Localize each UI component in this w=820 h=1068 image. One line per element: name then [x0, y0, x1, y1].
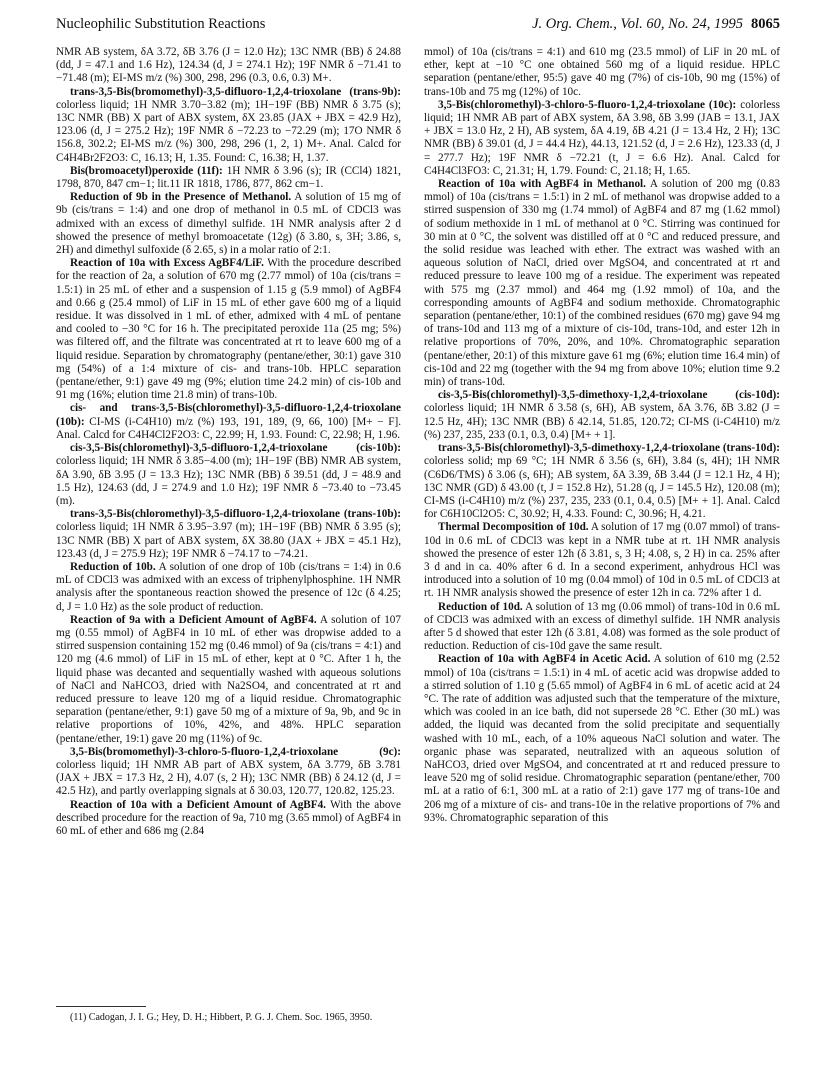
paragraph-heading: Reaction of 9a with a Deficient Amount of AgBF4.: [70, 613, 317, 626]
paragraph-heading: Reduction of 10d.: [438, 600, 523, 613]
paragraph-text: colorless liquid; 1H NMR AB part of ABX system, δA 3.779, δB 3.781 (JAX + JBX = 17.3 Hz, 2 H), 4.07 (s, 2 H); 13C NMR (BB) δ 24.12 (d, J = 42.5 Hz), and partly overlapping signals at δ 30.03, 120.77, 120.82, 125.23.: [56, 758, 401, 798]
paragraph-text: NMR AB system, δA 3.72, δB 3.76 (J = 12.0 Hz); 13C NMR (BB) δ 24.88 (dd, J = 47.1 and 1.6 Hz), 124.34 (d, J = 274.1 Hz); 19F NMR δ −71.41 to −71.48 (m); EI-MS m/z (%) 300, 298, 296 (0.3, 0.6, 0.3) M+.: [56, 46, 401, 85]
paragraph-text: A solution of 610 mg (2.52 mmol) of 10a (cis/trans = 1.5:1) in 4 mL of acetic acid was dropwise added to a stirred solution of 1.10 g (5.65 mmol) of AgBF4 in 6 mL of acetic acid at 24 °C. The rate of addition was adjusted such that the temperature of the mixture, which was cooled in an ice bath, did not supersede 28 °C. Ether (30 mL) was added, the liquid was decanted from the solid precipitate and sequentially washed with 10 mL, each, of a 10% aqueous NaCl solution and water. The organic phase was separated, neutralized with an aqueous solution of NaHCO3, dried over MgSO4, and concentrated at rt and reduced pressure to leave 520 mg of solid residue. Chromatographic separation (pentane/ether, 700 mL at a ratio of 6:1, 300 mL at a ratio of 2:1) gave 177 mg of trans-10e and 206 mg of a mixture of cis- and trans-10e in the relative proportions of 7% and 93%. Chromatographic separation of this: [424, 653, 780, 824]
paragraph-text: colorless liquid; 1H NMR AB part of ABX system, δA 3.98, δB 3.99 (JAB = 13.1, JAX + JBX = 13.0 Hz, 2 H), AB system, δA 4.19, δB 4.21 (J = 13.4 Hz, 2 H); 13C NMR (BB) δ 39.01 (d, J = 44.4 Hz), 44.13, 121.52 (d, J = 2.6 Hz), 123.33 (d, J = 277.7 Hz); 19F NMR δ −72.21 (t, J = 6.6 Hz). Anal. Calcd for C4H4Cl3FO3: C, 21.31; H, 1.79. Found: C, 21.18; H, 1.65.: [424, 98, 780, 177]
paragraph-text: 1H NMR δ 3.96 (s); IR (CCl4) 1821, 1798, 870, 847 cm−1; lit.11 IR 1818, 1786, 877, 862 cm−1.: [56, 164, 401, 191]
journal-name: J. Org. Chem., Vol. 60, No. 24, 1995: [532, 16, 743, 32]
paragraph: [424, 521, 780, 600]
paragraph-heading: Reaction of 10a with a Deficient Amount of AgBF4.: [70, 798, 326, 811]
right-column: [424, 46, 780, 825]
paragraph-text: A solution of 200 mg (0.83 mmol) of 10a (cis/trans = 1.5:1) in 2 mL of methanol was dropwise added to a stirred suspension of 330 mg (1.74 mmol) of AgBF4 and 87 mg (1.62 mmol) of sodium methoxide in 1 mL of methanol at 0 °C. Stirring was continued for 30 min at 0 °C, the solvent was distilled off at 0 °C and reduced pressure, and the solid residue was leached with ether. The extract was washed with an aqueous solution of NaCl, dried over MgSO4, and concentrated at rt and reduced pressure to leave 100 mg of a residue. The experiment was repeated with 575 mg (2.37 mmol) and 464 mg (1.92 mmol) of 10a, and the corresponding amounts of AgBF4 and sodium methoxide. Chromatographic separation (pentane/ether, 10:1) of the combined residues (670 mg) gave 94 mg of trans-10d and 113 mg of a mixture of cis-10d, trans-10d, and ester 12h in relative proportions of 70%, 20%, and 10%. Chromatographic separation (pentane/ether, 20:1) of this mixture gave 61 mg (6%; elution time 16.4 min) of cis-10d and 22 mg (together with the 94 mg from above 10%; elution time 9.2 min) of trans-10d.: [424, 178, 780, 389]
paragraph-heading: trans-3,5-Bis(bromomethyl)-3,5-difluoro-1,2,4-trioxolane (trans-9b):: [70, 85, 401, 98]
paragraph: [424, 442, 780, 521]
paragraph: [424, 46, 780, 99]
paragraph-text: A solution of 13 mg (0.06 mmol) of trans-10d in 0.6 mL of CDCl3 was admixed with an excess of dimethyl sulfide. 1H NMR analysis after 5 d showed that ester 12h (δ 3.81, 4.08) was formed as the sole product of reduction. Reduction of cis-10d gave the same result.: [424, 600, 780, 653]
paragraph-text: With the above described procedure for the reaction of 9a, 710 mg (3.65 mmol) of AgBF4 in 60 mL of ether and 686 mg (2.84: [56, 798, 401, 837]
page-number: 8065: [751, 16, 780, 32]
paragraph-text: mmol) of 10a (cis/trans = 4:1) and 610 mg (23.5 mmol) of LiF in 20 mL of ether, kept at −10 °C one obtained 560 mg of a liquid residue. HPLC separation (pentane/ether, 95:5) gave 40 mg (7%) of cis-10b, 90 mg (15%) of trans-10b and 75 mg (12%) of 10c.: [424, 46, 780, 98]
left-column: [56, 46, 401, 838]
paragraph-text: colorless liquid; 1H NMR δ 3.85−4.00 (m); 1H−19F (BB) NMR AB system, δA 3.90, δB 3.95 (J = 13.3 Hz); 13C NMR (BB) δ 39.51 (dd, J = 48.9 and 1.5 Hz), 124.63 (dd, J = 274.9 and 1.0 Hz); 19F NMR δ −73.40 to −73.45 (m).: [56, 455, 401, 507]
paragraph-text: colorless solid; mp 69 °C; 1H NMR δ 3.56 (s, 6H), 3.84 (s, 4H); 1H NMR (C6D6/TMS) δ 3.06 (s, 6H); AB system, δA 3.39, δB 3.44 (J = 12.1 Hz, 4 H); 13C NMR (GD) δ 43.00 (t, J = 152.8 Hz), 51.28 (q, J = 145.5 Hz), 120.08 (m); CI-MS (i-C4H10) m/z (%) 237, 235, 233 (0.1, 0.4, 0.5) [M+ + 1]. Anal. Calcd for C6H10Cl2O5: C, 30.92; H, 4.33. Found: C, 30.96; H, 4.21.: [424, 455, 780, 521]
paragraph-text: CI-MS (i-C4H10) m/z (%) 193, 191, 189, (9, 66, 100) [M+ − F]. Anal. Calcd for C4H4Cl2F2O3: C, 22.99; H, 1.93. Found: C, 22.98; H, 1.96.: [56, 415, 401, 441]
paragraph-heading: Reaction of 10a with Excess AgBF4/LiF.: [70, 257, 264, 270]
paragraph-heading: cis-3,5-Bis(chloromethyl)-3,5-dimethoxy-1,2,4-trioxolane (cis-10d):: [438, 389, 780, 402]
paragraph-heading: 3,5-Bis(bromomethyl)-3-chloro-5-fluoro-1,2,4-trioxolane (9c):: [70, 745, 401, 758]
paragraph: [424, 653, 780, 825]
page-header: [56, 16, 780, 38]
paragraph: [56, 746, 401, 799]
paragraph: [424, 178, 780, 389]
paragraph: [56, 614, 401, 746]
paragraph-text: colorless liquid; 1H NMR δ 3.58 (s, 6H), AB system, δA 3.76, δB 3.82 (J = 12.5 Hz, 4H); 13C NMR (BB) δ 42.14, 51.85, 120.72; CI-MS (i-C4H10) m/z (%) 237, 235, 233 (0.1, 0.3, 0.4) [M+ + 1].: [424, 402, 780, 441]
paragraph-text: A solution of one drop of 10b (cis/trans = 1:4) in 0.6 mL of CDCl3 was admixed with an excess of triphenylphosphine. 1H NMR analysis after the spontaneous reaction showed the presence of 12c (δ 4.25; d, J = 1.0 Hz) as the sole product of reduction.: [56, 560, 401, 613]
paragraph: [56, 191, 401, 257]
paragraph-heading: trans-3,5-Bis(chloromethyl)-3,5-dimethoxy-1,2,4-trioxolane (trans-10d):: [438, 442, 780, 455]
paragraph-heading: Thermal Decomposition of 10d.: [438, 521, 589, 534]
paragraph: [56, 46, 401, 86]
paragraph-heading: trans-3,5-Bis(chloromethyl)-3,5-difluoro-1,2,4-trioxolane (trans-10b):: [70, 508, 401, 521]
paragraph: [424, 389, 780, 442]
paragraph: [56, 86, 401, 165]
paragraph-text: A solution of 17 mg (0.07 mmol) of trans-10d in 0.6 mL of CDCl3 was kept in a NMR tube at rt. 1H NMR analysis showed the presence of ester 12h (δ 3.81, s, 3 H; 4.08, s, 2 H) in ca. 25% after 3 d and in ca. 40% after 6 d. In a second experiment, anhydrous HCl was introduced into a solution of 10 mg (0.04 mmol) of 10d in 0.5 mL of CDCl3 at rt. 1H NMR analysis showed the presence of ester 12h in ca. 72% after 1 d.: [424, 521, 780, 600]
paragraph-text: A solution of 15 mg of 9b (cis/trans = 1:4) and one drop of methanol in 0.5 mL of CDCl3 was admixed with an excess of dimethyl sulfide. 1H NMR analysis after 2 d showed the presence of methyl bromoacetate (12g) (δ 3.80, s, 3H; 3.86, s, 2H) and dimethyl sulfoxide (δ 2.65, s) in a molar ratio of 2:1.: [56, 191, 401, 257]
journal-citation: [532, 16, 780, 33]
footnote-divider: [56, 1006, 146, 1007]
paragraph-text: colorless liquid; 1H NMR δ 3.95−3.97 (m); 1H−19F (BB) NMR δ 3.95 (s); 13C NMR (BB) X part of ABX system, δX 38.80 (JAX + JBX = 45.1 Hz), 123.43 (d, J = 275.9 Hz); 19F NMR δ −74.17 to −74.21.: [56, 521, 401, 560]
paragraph: [56, 165, 401, 191]
paragraph-heading: Reaction of 10a with AgBF4 in Acetic Acid.: [438, 653, 651, 666]
paragraph-heading: cis- and trans-3,5-Bis(chloromethyl)-3,5-difluoro-1,2,4-trioxolane (10b):: [56, 402, 401, 428]
paragraph: [56, 508, 401, 561]
paragraph-text: A solution of 107 mg (0.55 mmol) of AgBF4 in 10 mL of ether was dropwise added to a stirred suspension containing 152 mg (0.46 mmol) of 9a (cis/trans = 4:1) and 120 mg (4.6 mmol) of LiF in 15 mL of ether, kept at 0 °C. After 1 h, the liquid phase was decanted and sequentially washed with aqueous solutions of NaCl and NaHCO3, dried with Na2SO4, and concentrated at rt and reduced pressure to leave 120 mg of a liquid residue. Chromatographic separation (pentane/ether, 9:1) gave 50 mg of a mixture of 9a, 9b, and 9c in relative proportions of 10%, 42%, and 48%. HPLC separation (pentane/ether, 19:1) gave 20 mg (11%) of 9c.: [56, 613, 401, 745]
paragraph: [56, 402, 401, 442]
footnote: (11) Cadogan, J. I. G.; Hey, D. H.; Hibbert, P. G. J. Chem. Soc. 1965, 3950.: [70, 1012, 373, 1023]
paragraph: [56, 442, 401, 508]
paragraph-text: colorless liquid; 1H NMR 3.70−3.82 (m); 1H−19F (BB) NMR δ 3.75 (s); 13C NMR (BB) X part of ABX system, δX 23.85 (JAX + JBX = 42.9 Hz), 123.06 (d, J = 275.2 Hz); 19F NMR δ −72.23 to −72.29 (m); 17O NMR δ 156.8, 302.2; EI-MS m/z (%) 300, 298, 296 (1, 2, 1) M+. Anal. Calcd for C4H4Br2F2O3: C, 16.13; H, 1.35. Found: C, 16.38; H, 1.37.: [56, 98, 401, 164]
paragraph-heading: Reaction of 10a with AgBF4 in Methanol.: [438, 178, 646, 191]
paragraph: [424, 99, 780, 178]
paragraph-heading: cis-3,5-Bis(chloromethyl)-3,5-difluoro-1,2,4-trioxolane (cis-10b):: [70, 442, 401, 455]
paragraph: [56, 799, 401, 839]
paragraph: [56, 561, 401, 614]
paragraph-heading: Reduction of 10b.: [70, 560, 156, 573]
running-title: Nucleophilic Substitution Reactions: [56, 16, 266, 32]
paragraph: [56, 257, 401, 402]
paragraph-heading: 3,5-Bis(chloromethyl)-3-chloro-5-fluoro-1,2,4-trioxolane (10c):: [438, 98, 737, 111]
paragraph-heading: Reduction of 9b in the Presence of Methanol.: [70, 191, 292, 204]
paragraph-heading: Bis(bromoacetyl)peroxide (11f):: [70, 164, 223, 177]
paragraph-text: With the procedure described for the reaction of 2a, a solution of 670 mg (2.77 mmol) of 10a (cis/trans = 1.5:1) in 25 mL of ether and a suspension of 1.15 g (5.9 mmol) of AgBF4 and 0.66 g (25.4 mmol) of LiF in 15 mL of ether gave 600 mg of a liquid residue. It was dissolved in 1 mL of ether, admixed with 4 mL of pentane and cooled to −30 °C for 16 h. The precipitated peroxide 11a (25 mg; 5%) was filtered off, and the filtrate was concentrated at rt to leave 600 mg of a liquid residue. Separation by chromatography (pentane/ether, 30:1) gave 310 mg (54%) of a 1:4 mixture of cis- and trans-10b. HPLC separation (pentane/ether, 9:1) gave 49 mg (9%; elution time 24.2 min) of cis-10b and 91 mg (16%; elution time 21.8 min) of trans-10b.: [56, 257, 401, 402]
paragraph: [424, 601, 780, 654]
